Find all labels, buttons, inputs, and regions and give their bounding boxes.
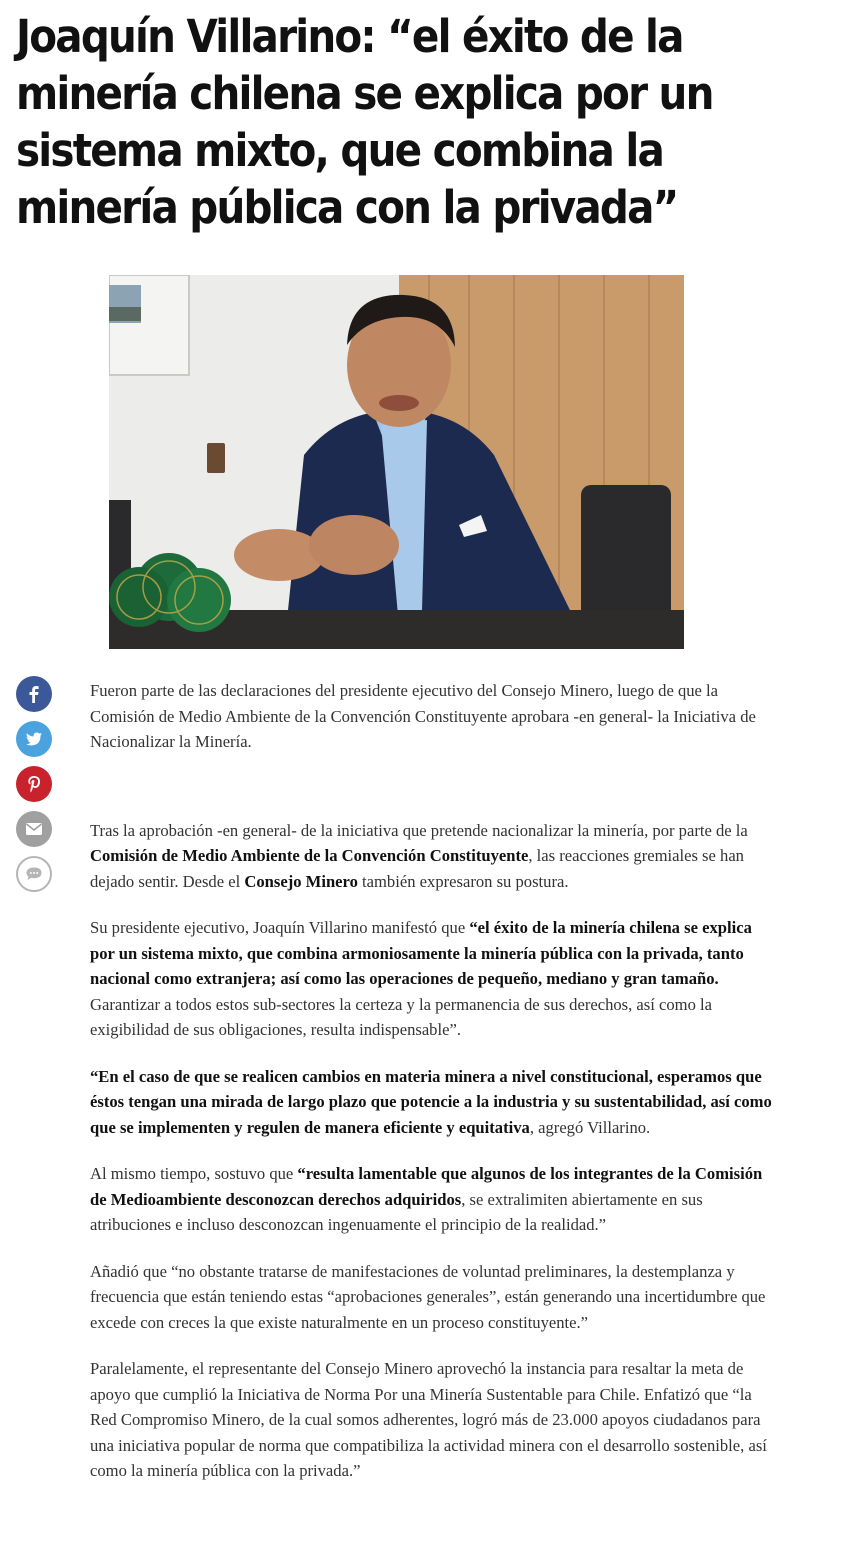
twitter-share-button[interactable] <box>16 721 52 757</box>
article-paragraph <box>90 818 780 895</box>
bold-quote: “el éxito de la minería chilena se explica por un sistema mixto, que combina armoniosamente la minería pública con la privada, tanto nacional como extranjera; así como las operaciones de pequeño, mediano y gran tamaño. <box>90 918 752 988</box>
bold-text: Consejo Minero <box>244 871 358 891</box>
twitter-icon <box>25 731 43 747</box>
paragraph-text: también expresaron su postura. <box>357 871 569 891</box>
pinterest-icon <box>26 775 42 793</box>
article-lead: Fueron parte de las declaraciones del presidente ejecutivo del Consejo Minero, luego de que la Comisión de Medio Ambiente de la Convención Constituyente aprobara -en general- la Iniciativa de Nacionalizar la Minería. <box>90 681 756 751</box>
comment-button[interactable] <box>16 856 52 892</box>
paragraph-text: Su presidente ejecutivo, Joaquín Villarino manifestó que <box>90 918 470 937</box>
paragraph-text: , agregó Villarino. <box>529 1117 651 1137</box>
pinterest-share-button[interactable] <box>16 766 52 802</box>
email-share-button[interactable] <box>16 811 52 847</box>
article-paragraph <box>90 1161 780 1238</box>
facebook-share-button[interactable] <box>16 676 52 712</box>
article-body <box>90 678 780 1505</box>
paragraph-text: Tras la aprobación -en general- de la iniciativa que pretende nacionalizar la minería, por parte de la <box>90 820 748 840</box>
article-paragraph: Añadió que “no obstante tratarse de manifestaciones de voluntad preliminares, la destemplanza y frecuencia que están teniendo estas “aprobaciones generales”, están generando una incertidumbre que excede con creces la que existe naturalmente en un proceso constituyente.” <box>90 1261 766 1332</box>
article-paragraph: Paralelamente, el representante del Consejo Minero aprovechó la instancia para resaltar la meta de apoyo que cumplió la Iniciativa de Norma Por una Minería Sustentable para Chile. Enfatizó que “la Red Compromiso Minero, de la cual somos adherentes, logró más de 23.000 apoyos ciudadanos para una iniciativa popular de norma que compatibiliza la actividad minera con el desarrollo sostenible, así como la minería pública con la privada.” <box>90 1359 767 1480</box>
paragraph-text: , las reacciones gremiales se han dejado sentir. Desde el <box>90 846 744 891</box>
bold-text: Comisión de Medio Ambiente de la Convención Constituyente <box>90 846 529 865</box>
article-photo <box>109 275 684 649</box>
article-paragraph <box>90 915 780 1043</box>
share-bar <box>16 676 56 901</box>
article-paragraph <box>90 1064 780 1141</box>
paragraph-text: Al mismo tiempo, sostuvo que <box>90 1164 298 1183</box>
paragraph-text: Garantizar a todos estos sub-sectores la certeza y la permanencia de sus derechos, así como la exigibilidad de sus obligaciones, resulta indispensable”. <box>90 994 713 1039</box>
article-headline: Joaquín Villarino: “el éxito de la minería chilena se explica por un sistema mixto, que combina la minería pública con la privada” <box>16 10 713 234</box>
bold-quote: “En el caso de que se realicen cambios en materia minera a nivel constitucional, esperamos que éstos tengan una mirada de largo plazo que potencie a la industria y su sustentabilidad, así como que se implementen y regulen de manera eficiente y equitativa <box>90 1066 772 1137</box>
comment-icon <box>25 866 43 882</box>
facebook-icon <box>26 685 42 703</box>
photo-illustration <box>109 275 684 649</box>
bold-quote: “resulta lamentable que algunos de los integrantes de la Comisión de Medioambiente desconozcan derechos adquiridos <box>90 1164 763 1209</box>
paragraph-text: , se extralimiten abiertamente en sus atribuciones e incluso desconozcan ingenuamente el principio de la realidad.” <box>90 1189 703 1234</box>
email-icon <box>25 822 43 836</box>
